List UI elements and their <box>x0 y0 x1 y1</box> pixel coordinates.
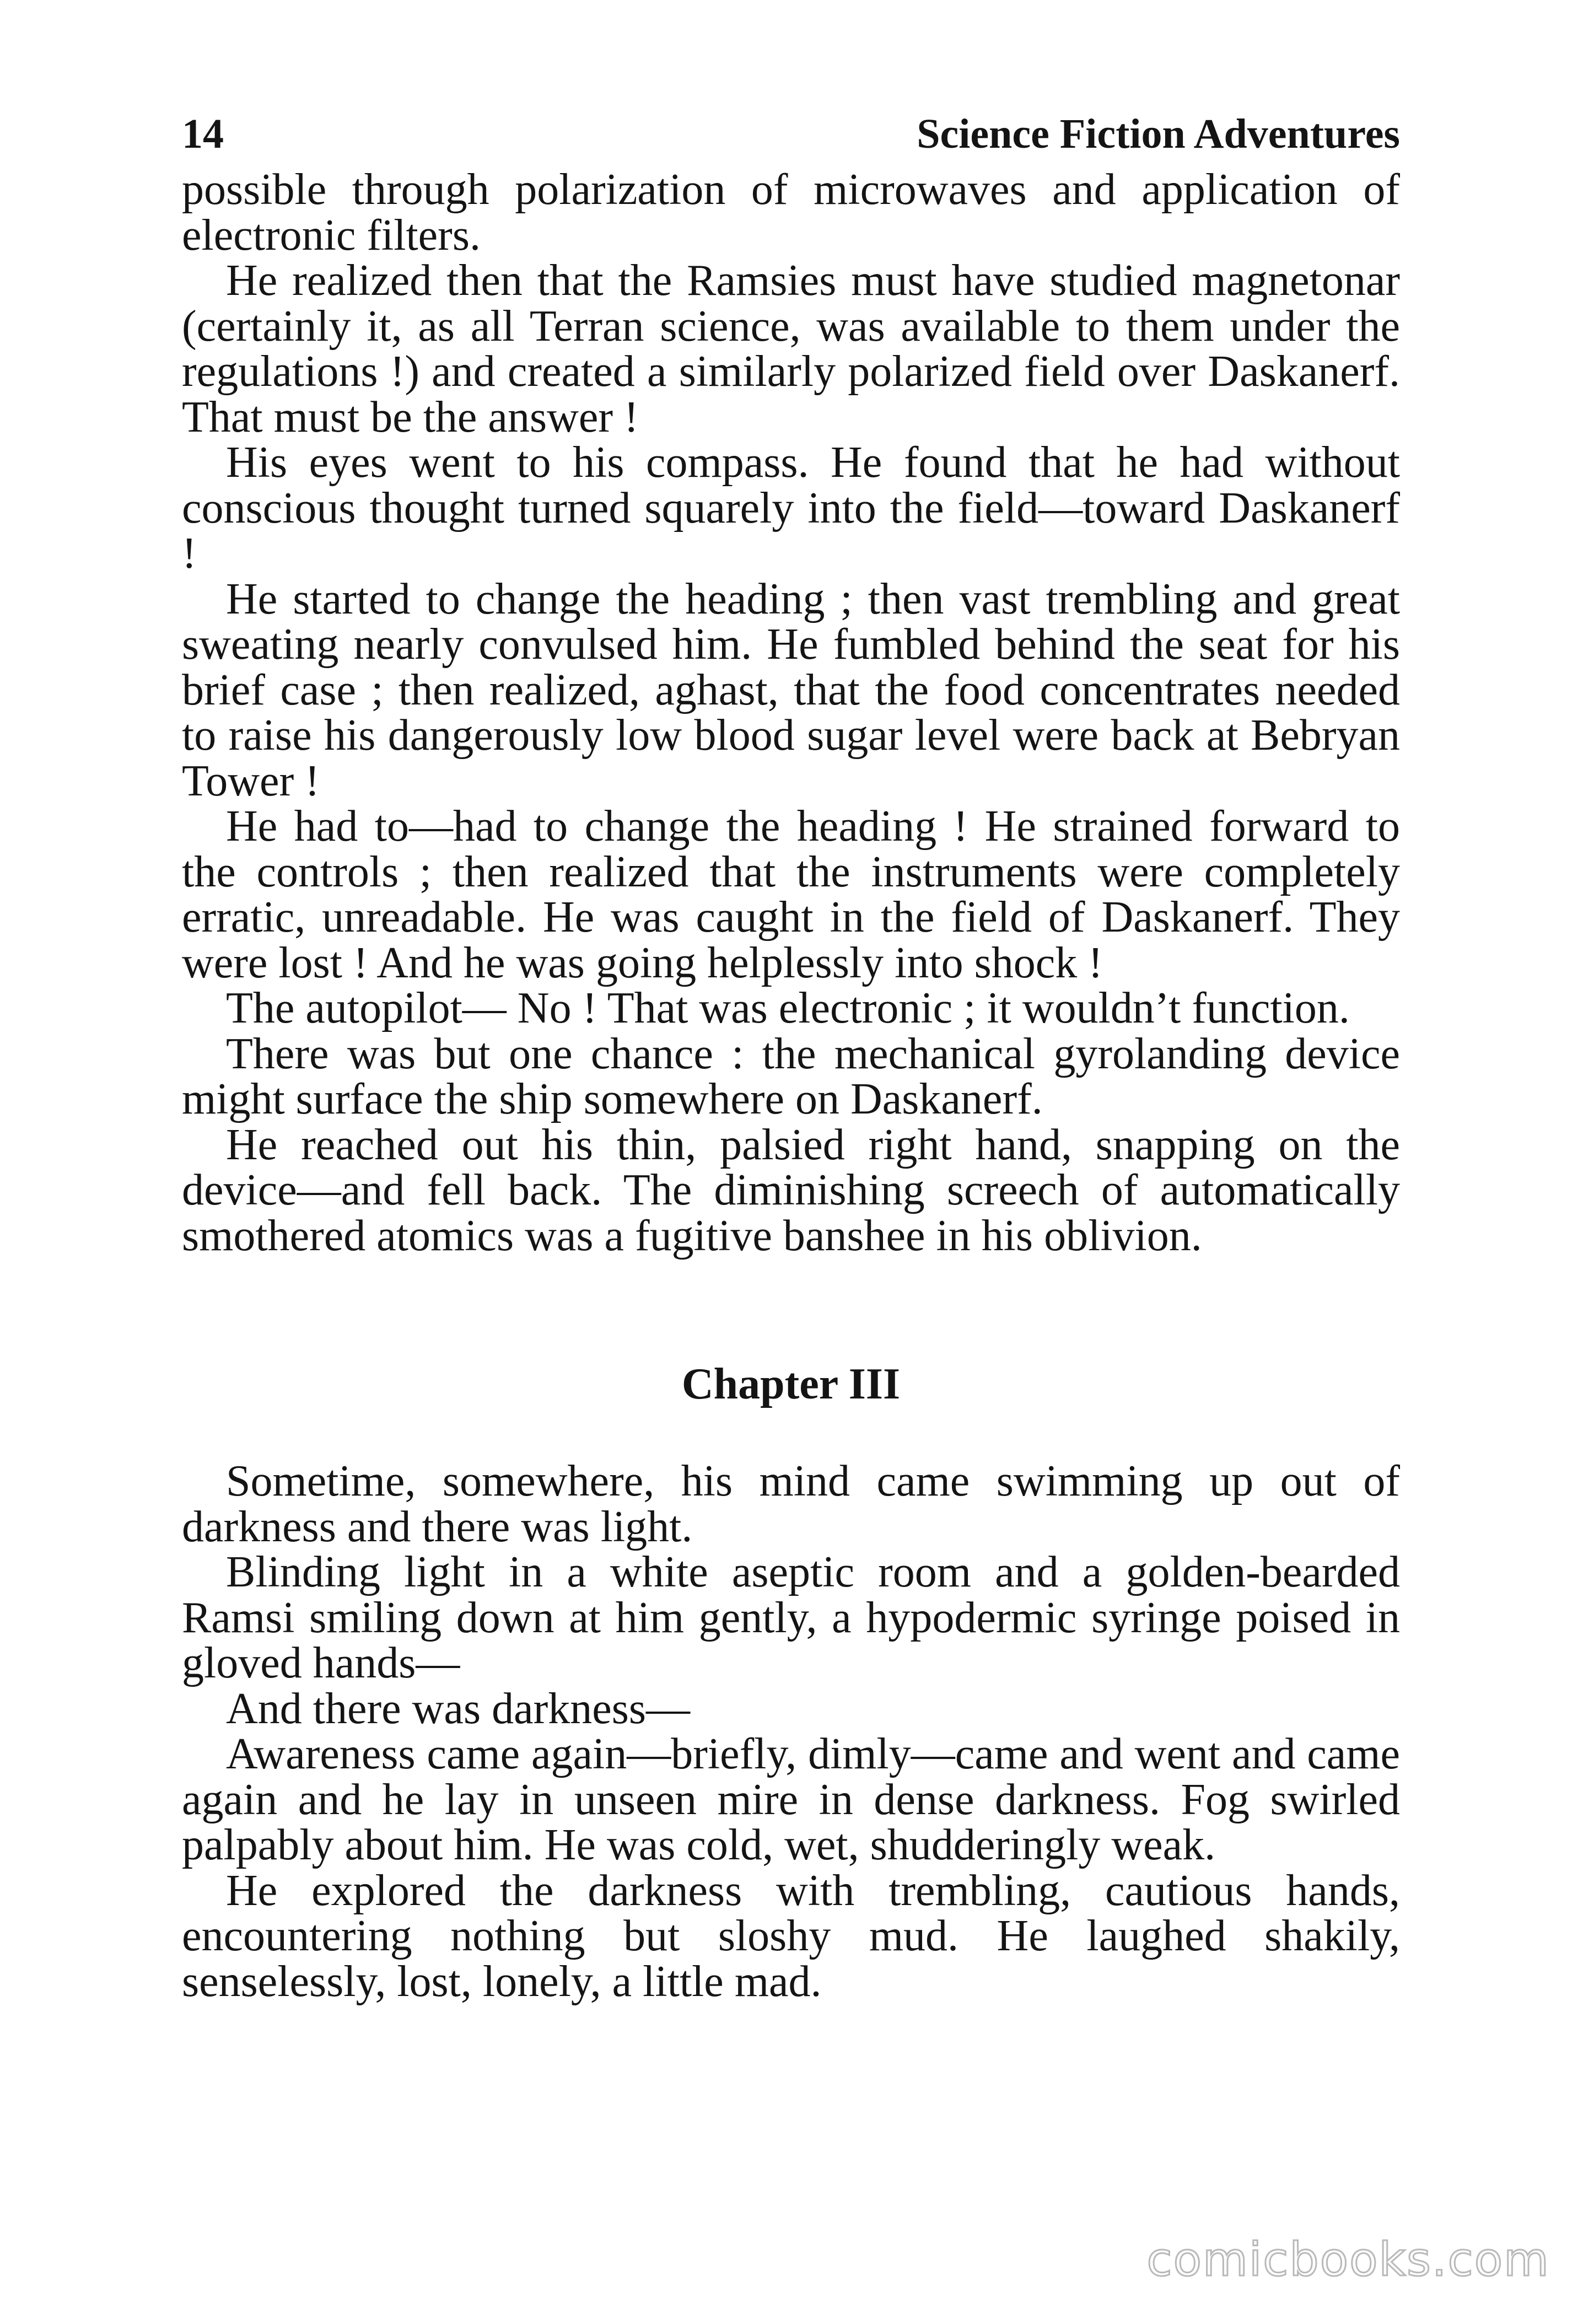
watermark: comicbooks.com <box>1146 2232 1550 2287</box>
text-after-chapter <box>182 1459 1400 2004</box>
paragraph: His eyes went to his compass. He found that he had without conscious thought turned squarely into the field—toward Daskanerf ! <box>182 438 1400 578</box>
paragraph: He realized then that the Ramsies must have studied magnetonar (certainly it, as all Terran science, was available to them under the regulations !) and created a similarly polarized field over Daskanerf. That must be the answer ! <box>182 256 1400 442</box>
paragraph: The autopilot— No ! That was electronic ; it wouldn’t function. <box>226 984 1350 1032</box>
running-title: Science Fiction Adventures <box>917 111 1400 157</box>
paragraph: Sometime, somewhere, his mind came swimming up out of darkness and there was light. <box>182 1457 1400 1551</box>
page-number: 14 <box>182 111 224 157</box>
paragraph: possible through polarization of microwaves and application of electronic filters. <box>182 165 1400 260</box>
paragraph: He had to—had to change the heading ! He strained forward to the controls ; then realized that the instruments were completely erratic, unreadable. He was caught in the field of Daskanerf. They were lost ! And he was going helplessly into shock ! <box>182 802 1400 987</box>
paragraph: He started to change the heading ; then vast trembling and great sweating nearly convulsed him. He fumbled behind the seat for his brief case ; then realized, aghast, that the food concentrates needed to raise his dangerously low blood sugar level were back at Bebryan Tower ! <box>182 574 1400 805</box>
chapter-heading: Chapter III <box>681 1360 901 1408</box>
paragraph: He reached out his thin, palsied right hand, snapping on the device—and fell back. The diminishing screech of automatically smothered atomics was a fugitive banshee in his oblivion. <box>182 1120 1400 1260</box>
paragraph: There was but one chance : the mechanical gyrolanding device might surface the ship somewhere on Daskanerf. <box>182 1029 1400 1123</box>
text-before-chapter <box>182 167 1400 1258</box>
book-page <box>182 113 1400 2004</box>
paragraph: And there was darkness— <box>226 1684 690 1733</box>
paragraph: Awareness came again—briefly, dimly—came and went and came again and he lay in unseen mire in dense darkness. Fog swirled palpably about him. He was cold, wet, shudderingly weak. <box>182 1730 1400 1869</box>
paragraph: He explored the darkness with trembling, cautious hands, encountering nothing but sloshy mud. He laughed shakily, senselessly, lost, lonely, a little mad. <box>182 1866 1400 2006</box>
running-header <box>182 113 1400 167</box>
paragraph: Blinding light in a white aseptic room and a golden-bearded Ramsi smiling down at him gently, a hypodermic syringe poised in gloved hands— <box>182 1548 1400 1687</box>
